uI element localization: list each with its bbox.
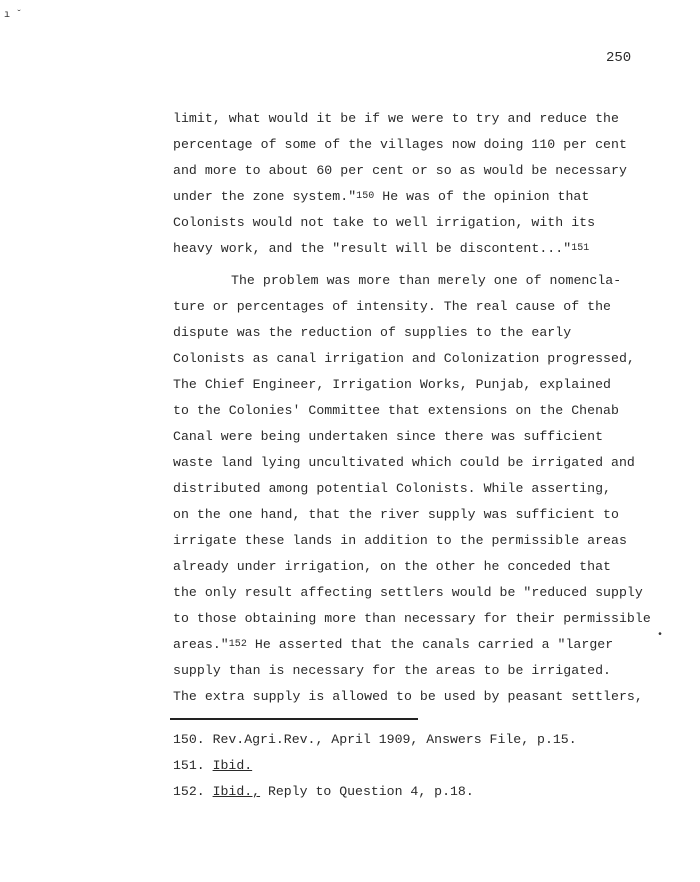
footnote-ref: 151 bbox=[571, 243, 590, 254]
text-line: irrigate these lands in addition to the permissible areas bbox=[173, 533, 627, 548]
footnote-separator bbox=[170, 718, 418, 720]
text-line: distributed among potential Colonists. While asserting, bbox=[173, 481, 612, 496]
text-line: waste land lying uncultivated which could be irrigated and bbox=[173, 455, 635, 470]
text-line: limit, what would it be if we were to try and reduce the bbox=[173, 111, 619, 126]
text-line: ture or percentages of intensity. The real cause of the bbox=[173, 299, 612, 314]
text-line: Canal were being undertaken since there was sufficient bbox=[173, 429, 604, 444]
text-line: to those obtaining more than necessary for their permissible bbox=[173, 611, 651, 626]
text-line: on the one hand, that the river supply was sufficient to bbox=[173, 507, 619, 522]
text-line: dispute was the reduction of supplies to the early bbox=[173, 325, 572, 340]
text-line: and more to about 60 per cent or so as would be necessary bbox=[173, 163, 627, 178]
scan-speck: • bbox=[657, 630, 664, 641]
scan-speck: ı ˇ bbox=[4, 10, 23, 21]
footnote-152: 152. Ibid., Reply to Question 4, p.18. bbox=[173, 784, 474, 799]
text-line: The extra supply is allowed to be used by peasant settlers, bbox=[173, 689, 643, 704]
text-line: the only result affecting settlers would be "reduced supply bbox=[173, 585, 643, 600]
text-line: The problem was more than merely one of nomencla- bbox=[231, 273, 622, 288]
text-line: percentage of some of the villages now doing 110 per cent bbox=[173, 137, 627, 152]
text-line: heavy work, and the "result will be discontent..."$^{151}$ bbox=[173, 241, 590, 256]
page-number: 250 bbox=[606, 50, 632, 66]
text-line: under the zone system."$^{150}$ He was of the opinion that bbox=[173, 189, 590, 204]
text-line: The Chief Engineer, Irrigation Works, Punjab, explained bbox=[173, 377, 612, 392]
text-line: Colonists as canal irrigation and Colonization progressed, bbox=[173, 351, 635, 366]
text-line: areas."$^{152}$ He asserted that the canals carried a "larger bbox=[173, 637, 614, 652]
text-line: to the Colonies' Committee that extensions on the Chenab bbox=[173, 403, 619, 418]
text-line: already under irrigation, on the other he conceded that bbox=[173, 559, 612, 574]
text-line: supply than is necessary for the areas to be irrigated. bbox=[173, 663, 612, 678]
footnote-151: 151. Ibid. bbox=[173, 758, 253, 773]
footnote-150: 150. Rev.Agri.Rev., April 1909, Answers File, p.15. bbox=[173, 732, 577, 747]
footnote-ref: 150 bbox=[356, 191, 375, 202]
text-line: Colonists would not take to well irrigation, with its bbox=[173, 215, 596, 230]
footnote-ref: 152 bbox=[228, 639, 247, 650]
